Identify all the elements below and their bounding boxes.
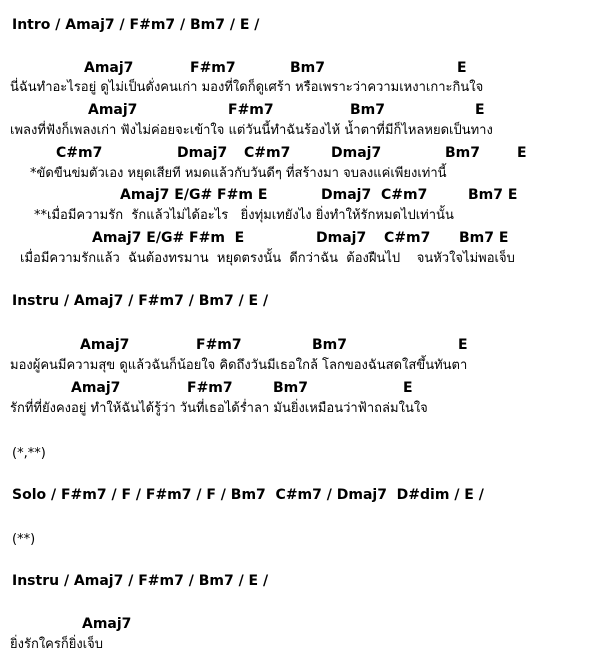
intro-line: Intro / Amaj7 / F#m7 / Bm7 / E / <box>12 17 260 33</box>
instru-line: Instru / Amaj7 / F#m7 / Bm7 / E / <box>12 293 269 309</box>
lyric-line: มองผู้คนมีความสุข ดูแล้วฉันก็น้อยใจ คิดถึงวันมีเธอใกล้ โลกของฉันสดใสขึ้นทันตา <box>10 358 468 373</box>
lyric-line: เมื่อมีความรักแล้ว ฉันต้องทรมาน หยุดตรงนั้น ดีกว่าฉัน ต้องฝืนไป จนหัวใจไม่พอเจ็บ <box>20 251 515 266</box>
lyric-line: **เมื่อมีความรัก รักแล้วไม่ได้อะไร ยิ่งทุ่มเทยังไง ยิ่งทำให้รักหมดไปเท่านั้น <box>34 208 454 223</box>
chord: F#m7 <box>190 60 236 76</box>
chord: Bm7 <box>312 337 347 353</box>
chord: C#m7 <box>56 145 103 161</box>
repeat-marker: (*,**) <box>12 446 46 461</box>
chord: C#m7 <box>381 187 428 203</box>
repeat-marker: (**) <box>12 532 36 547</box>
chord: Amaj7 <box>88 102 138 118</box>
chord: C#m7 <box>244 145 291 161</box>
chord: E <box>457 60 467 76</box>
chord: Bm7 <box>290 60 325 76</box>
chord: Bm7 <box>350 102 385 118</box>
lyric-line: นี่ฉันทำอะไรอยู่ ดูไม่เป็นดั่งคนเก่า มองที่ใดก็ดูเศร้า หรือเพราะว่าความเหงาเกาะกินใจ <box>10 80 484 95</box>
instru-line: Instru / Amaj7 / F#m7 / Bm7 / E / <box>12 573 269 589</box>
chord: E <box>403 380 413 396</box>
chord: F#m7 <box>187 380 233 396</box>
lyric-line: รักที่ที่ยังคงอยู่ ทำให้ฉันได้รู้ว่า วันที่เธอได้ร่ำลา มันยิ่งเหมือนว่าฟ้าถล่มในใจ <box>10 401 428 416</box>
chord: E <box>458 337 468 353</box>
chord: Amaj7 <box>71 380 121 396</box>
chord: Amaj7 E/G# F#m E <box>92 230 245 246</box>
chord: Bm7 <box>273 380 308 396</box>
lyric-line: ยิ่งรักใครก็ยิ่งเจ็บ <box>10 637 103 652</box>
chord: C#m7 <box>384 230 431 246</box>
lyric-line: เพลงที่ฟังก็เพลงเก่า ฟังไม่ค่อยจะเข้าใจ แต่วันนี้ทำฉันร้องไห้ น้ำตาที่มีก็ไหลหยดเป็นทาง <box>10 123 493 138</box>
chord: Amaj7 <box>82 616 132 632</box>
chord: Dmaj7 <box>331 145 382 161</box>
chord: F#m7 <box>196 337 242 353</box>
chord: Dmaj7 <box>177 145 228 161</box>
chord: F#m7 <box>228 102 274 118</box>
chord: Amaj7 E/G# F#m E <box>120 187 268 203</box>
chord: Amaj7 <box>84 60 134 76</box>
chord: E <box>475 102 485 118</box>
solo-line: Solo / F#m7 / F / F#m7 / F / Bm7 C#m7 / Dmaj7 D#dim / E / <box>12 487 484 503</box>
chord: Dmaj7 <box>321 187 372 203</box>
chord: E <box>517 145 527 161</box>
chord: Amaj7 <box>80 337 130 353</box>
chord: Bm7 E <box>468 187 518 203</box>
chord: Dmaj7 <box>316 230 367 246</box>
lyric-line: *ขัดขืนข่มตัวเอง หยุดเสียที หมดแล้วกับวันดีๆ ที่สร้างมา จบลงแค่เพียงเท่านี้ <box>30 166 447 181</box>
chord: Bm7 <box>445 145 480 161</box>
chord: Bm7 E <box>459 230 509 246</box>
